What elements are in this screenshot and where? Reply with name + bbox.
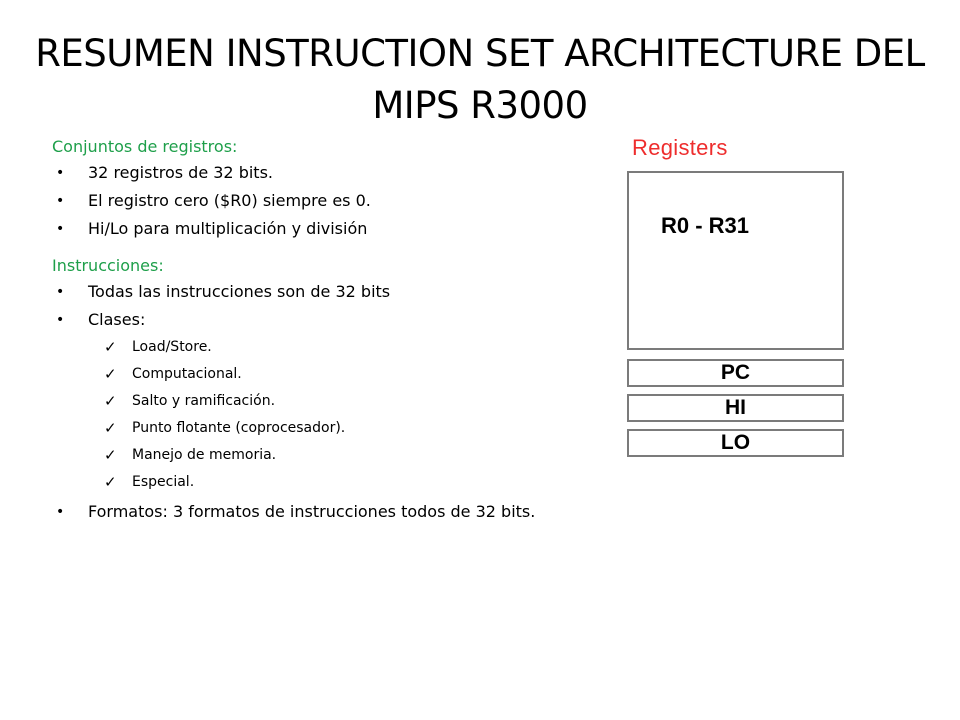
check-item: ✓ Load/Store.	[52, 334, 672, 361]
slide-title: RESUMEN INSTRUCTION SET ARCHITECTURE DEL MIPS R3000	[35, 32, 925, 127]
check-item: ✓ Especial.	[52, 469, 672, 496]
bullet-dot-icon: •	[56, 165, 65, 181]
list-item: • Formatos: 3 formatos de instrucciones todos de 32 bits.	[52, 498, 672, 526]
lo-register-box: LO	[627, 429, 844, 457]
check-item: ✓ Manejo de memoria.	[52, 442, 672, 469]
check-item: ✓ Salto y ramificación.	[52, 388, 672, 415]
bullet-dot-icon: •	[56, 221, 65, 237]
list-item: • Clases:	[52, 306, 672, 334]
bullet-dot-icon: •	[56, 312, 65, 328]
checkmark-icon: ✓	[104, 473, 117, 491]
list-instrucciones	[52, 278, 672, 334]
registers-diagram-title: Registers	[632, 135, 728, 160]
list-clases	[52, 334, 672, 496]
register-file-label: R0 - R31	[661, 213, 750, 238]
register-file-box	[627, 171, 844, 350]
list-registros	[52, 159, 672, 243]
bullet-dot-icon: •	[56, 504, 65, 520]
list-item: • El registro cero ($R0) siempre es 0.	[52, 187, 672, 215]
heading-instrucciones: Instrucciones:	[52, 256, 164, 275]
pc-register-box: PC	[627, 359, 844, 387]
bullet-dot-icon: •	[56, 193, 65, 209]
list-item: • Hi/Lo para multiplicación y división	[52, 215, 672, 243]
check-item: ✓ Punto flotante (coprocesador).	[52, 415, 672, 442]
slide-content	[52, 134, 672, 526]
bullet-dot-icon: •	[56, 284, 65, 300]
checkmark-icon: ✓	[104, 365, 117, 383]
heading-registros: Conjuntos de registros:	[52, 137, 238, 156]
checkmark-icon: ✓	[104, 338, 117, 356]
list-item: • 32 registros de 32 bits.	[52, 159, 672, 187]
list-item: • Todas las instrucciones son de 32 bits	[52, 278, 672, 306]
check-item: ✓ Computacional.	[52, 361, 672, 388]
checkmark-icon: ✓	[104, 392, 117, 410]
list-formatos	[52, 498, 672, 526]
hi-register-box: HI	[627, 394, 844, 422]
checkmark-icon: ✓	[104, 446, 117, 464]
checkmark-icon: ✓	[104, 419, 117, 437]
